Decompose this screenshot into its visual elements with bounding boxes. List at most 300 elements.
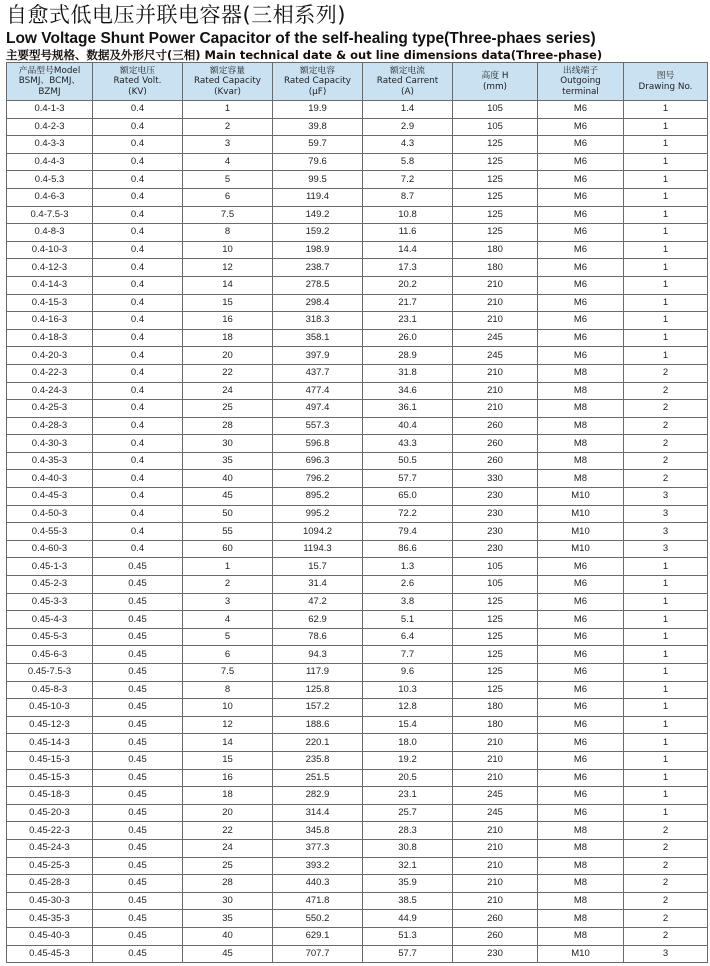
header-rated-capacitance: 额定电容 Rated Capacity (μF) (273, 63, 363, 101)
cell-model: 0.4-5.3 (7, 171, 93, 189)
cell-model: 0.4-25-3 (7, 400, 93, 418)
cell-rated-kvar: 8 (183, 681, 273, 699)
table-row (7, 734, 708, 752)
cell-current: 17.3 (363, 259, 453, 277)
corner-logo-arc (682, 0, 710, 24)
cell-height: 180 (453, 241, 538, 259)
table-row (7, 751, 708, 769)
cell-height: 230 (453, 488, 538, 506)
cell-drawing-no: 1 (624, 576, 708, 594)
cell-rated-kvar: 7.5 (183, 206, 273, 224)
cell-rated-kvar: 2 (183, 576, 273, 594)
cell-height: 330 (453, 470, 538, 488)
cell-height: 210 (453, 751, 538, 769)
table-row (7, 839, 708, 857)
cell-rated-kvar: 14 (183, 276, 273, 294)
cell-terminal: M8 (538, 822, 624, 840)
page-title-chinese: 自愈式低电压并联电容器(三相系列) (6, 3, 346, 27)
cell-drawing-no: 1 (624, 804, 708, 822)
table-row (7, 540, 708, 558)
cell-current: 8.7 (363, 188, 453, 206)
cell-capacitance: 796.2 (273, 470, 363, 488)
cell-drawing-no: 1 (624, 171, 708, 189)
cell-current: 21.7 (363, 294, 453, 312)
cell-capacitance: 157.2 (273, 699, 363, 717)
cell-capacitance: 78.6 (273, 628, 363, 646)
header-height: 高度 H (mm) (453, 63, 538, 101)
cell-height: 105 (453, 558, 538, 576)
cell-drawing-no: 2 (624, 892, 708, 910)
header-rated-current: 额定电流 Rated Carrent (A) (363, 63, 453, 101)
cell-model: 0.45-18-3 (7, 787, 93, 805)
cell-current: 7.7 (363, 646, 453, 664)
cell-height: 230 (453, 505, 538, 523)
cell-capacitance: 238.7 (273, 259, 363, 277)
cell-rated-volt: 0.45 (93, 751, 183, 769)
cell-terminal: M10 (538, 505, 624, 523)
cell-height: 125 (453, 664, 538, 682)
cell-terminal: M8 (538, 910, 624, 928)
cell-model: 0.4-50-3 (7, 505, 93, 523)
cell-height: 125 (453, 153, 538, 171)
table-row (7, 206, 708, 224)
cell-rated-kvar: 1 (183, 558, 273, 576)
cell-rated-volt: 0.45 (93, 822, 183, 840)
cell-height: 105 (453, 101, 538, 119)
cell-current: 10.3 (363, 681, 453, 699)
table-row (7, 787, 708, 805)
cell-capacitance: 1194.3 (273, 540, 363, 558)
cell-drawing-no: 3 (624, 945, 708, 963)
table-header-row (7, 63, 708, 101)
cell-model: 0.4-60-3 (7, 540, 93, 558)
table-row (7, 224, 708, 242)
cell-height: 245 (453, 804, 538, 822)
cell-model: 0.4-15-3 (7, 294, 93, 312)
cell-drawing-no: 1 (624, 224, 708, 242)
table-row (7, 400, 708, 418)
cell-drawing-no: 1 (624, 787, 708, 805)
table-row (7, 470, 708, 488)
cell-capacitance: 298.4 (273, 294, 363, 312)
cell-capacitance: 39.8 (273, 118, 363, 136)
cell-terminal: M6 (538, 206, 624, 224)
cell-terminal: M10 (538, 945, 624, 963)
cell-terminal: M6 (538, 804, 624, 822)
cell-drawing-no: 1 (624, 136, 708, 154)
cell-rated-volt: 0.4 (93, 241, 183, 259)
cell-drawing-no: 2 (624, 822, 708, 840)
cell-rated-kvar: 30 (183, 892, 273, 910)
table-row (7, 171, 708, 189)
cell-current: 14.4 (363, 241, 453, 259)
cell-current: 57.7 (363, 470, 453, 488)
cell-height: 210 (453, 839, 538, 857)
cell-capacitance: 188.6 (273, 716, 363, 734)
cell-model: 0.4-3-3 (7, 136, 93, 154)
cell-current: 5.8 (363, 153, 453, 171)
cell-rated-kvar: 55 (183, 523, 273, 541)
cell-model: 0.4-55-3 (7, 523, 93, 541)
table-row (7, 417, 708, 435)
cell-current: 51.3 (363, 927, 453, 945)
cell-model: 0.45-25-3 (7, 857, 93, 875)
cell-capacitance: 497.4 (273, 400, 363, 418)
cell-terminal: M8 (538, 470, 624, 488)
table-row (7, 118, 708, 136)
cell-drawing-no: 2 (624, 435, 708, 453)
cell-rated-volt: 0.45 (93, 910, 183, 928)
cell-model: 0.45-24-3 (7, 839, 93, 857)
cell-capacitance: 94.3 (273, 646, 363, 664)
cell-capacitance: 251.5 (273, 769, 363, 787)
cell-rated-kvar: 24 (183, 382, 273, 400)
cell-capacitance: 318.3 (273, 312, 363, 330)
cell-terminal: M6 (538, 276, 624, 294)
cell-height: 260 (453, 435, 538, 453)
cell-height: 210 (453, 312, 538, 330)
cell-capacitance: 437.7 (273, 364, 363, 382)
cell-capacitance: 235.8 (273, 751, 363, 769)
cell-capacitance: 471.8 (273, 892, 363, 910)
cell-rated-kvar: 35 (183, 452, 273, 470)
cell-current: 1.4 (363, 101, 453, 119)
table-row (7, 505, 708, 523)
cell-capacitance: 995.2 (273, 505, 363, 523)
cell-rated-volt: 0.4 (93, 188, 183, 206)
cell-drawing-no: 1 (624, 294, 708, 312)
cell-height: 210 (453, 364, 538, 382)
cell-drawing-no: 3 (624, 488, 708, 506)
cell-rated-kvar: 3 (183, 593, 273, 611)
table-row (7, 716, 708, 734)
cell-rated-kvar: 2 (183, 118, 273, 136)
cell-current: 15.4 (363, 716, 453, 734)
cell-current: 2.6 (363, 576, 453, 594)
cell-model: 0.4-22-3 (7, 364, 93, 382)
table-row (7, 804, 708, 822)
cell-rated-volt: 0.45 (93, 716, 183, 734)
cell-current: 35.9 (363, 875, 453, 893)
table-row (7, 593, 708, 611)
cell-rated-kvar: 22 (183, 822, 273, 840)
cell-current: 86.6 (363, 540, 453, 558)
cell-height: 230 (453, 523, 538, 541)
cell-terminal: M6 (538, 699, 624, 717)
cell-current: 11.6 (363, 224, 453, 242)
cell-rated-volt: 0.45 (93, 804, 183, 822)
cell-rated-kvar: 20 (183, 804, 273, 822)
cell-model: 0.4-10-3 (7, 241, 93, 259)
cell-terminal: M6 (538, 611, 624, 629)
cell-capacitance: 707.7 (273, 945, 363, 963)
cell-rated-kvar: 40 (183, 927, 273, 945)
cell-current: 19.2 (363, 751, 453, 769)
cell-drawing-no: 1 (624, 716, 708, 734)
cell-terminal: M10 (538, 523, 624, 541)
cell-model: 0.4-18-3 (7, 329, 93, 347)
cell-height: 105 (453, 576, 538, 594)
cell-rated-kvar: 12 (183, 716, 273, 734)
cell-height: 260 (453, 417, 538, 435)
cell-terminal: M6 (538, 153, 624, 171)
cell-terminal: M6 (538, 241, 624, 259)
cell-height: 260 (453, 910, 538, 928)
cell-drawing-no: 1 (624, 593, 708, 611)
cell-height: 210 (453, 400, 538, 418)
table-row (7, 558, 708, 576)
cell-current: 2.9 (363, 118, 453, 136)
cell-model: 0.4-45-3 (7, 488, 93, 506)
cell-height: 245 (453, 329, 538, 347)
cell-rated-kvar: 10 (183, 699, 273, 717)
table-row (7, 153, 708, 171)
cell-terminal: M6 (538, 646, 624, 664)
table-row (7, 822, 708, 840)
cell-rated-volt: 0.4 (93, 101, 183, 119)
cell-rated-volt: 0.4 (93, 452, 183, 470)
cell-terminal: M6 (538, 347, 624, 365)
cell-height: 125 (453, 681, 538, 699)
cell-rated-volt: 0.45 (93, 734, 183, 752)
cell-drawing-no: 1 (624, 312, 708, 330)
cell-capacitance: 393.2 (273, 857, 363, 875)
cell-terminal: M8 (538, 364, 624, 382)
cell-terminal: M10 (538, 540, 624, 558)
cell-drawing-no: 1 (624, 699, 708, 717)
cell-capacitance: 62.9 (273, 611, 363, 629)
cell-capacitance: 79.6 (273, 153, 363, 171)
cell-rated-volt: 0.4 (93, 312, 183, 330)
table-row (7, 699, 708, 717)
cell-model: 0.45-20-3 (7, 804, 93, 822)
cell-rated-kvar: 10 (183, 241, 273, 259)
cell-current: 20.5 (363, 769, 453, 787)
cell-capacitance: 550.2 (273, 910, 363, 928)
cell-drawing-no: 3 (624, 540, 708, 558)
cell-drawing-no: 1 (624, 611, 708, 629)
cell-drawing-no: 1 (624, 259, 708, 277)
cell-model: 0.45-1-3 (7, 558, 93, 576)
cell-height: 125 (453, 628, 538, 646)
cell-capacitance: 345.8 (273, 822, 363, 840)
cell-model: 0.45-4-3 (7, 611, 93, 629)
cell-height: 210 (453, 875, 538, 893)
cell-current: 30.8 (363, 839, 453, 857)
table-row (7, 664, 708, 682)
cell-rated-volt: 0.45 (93, 769, 183, 787)
cell-model: 0.4-24-3 (7, 382, 93, 400)
cell-rated-kvar: 7.5 (183, 664, 273, 682)
cell-model: 0.45-3-3 (7, 593, 93, 611)
cell-terminal: M8 (538, 892, 624, 910)
cell-capacitance: 278.5 (273, 276, 363, 294)
table-row (7, 646, 708, 664)
page-title-english: Low Voltage Shunt Power Capacitor of the self-healing type(Three-phaes series) (6, 30, 596, 47)
cell-height: 210 (453, 276, 538, 294)
cell-capacitance: 477.4 (273, 382, 363, 400)
cell-terminal: M8 (538, 857, 624, 875)
cell-capacitance: 99.5 (273, 171, 363, 189)
cell-rated-volt: 0.4 (93, 505, 183, 523)
cell-height: 180 (453, 259, 538, 277)
table-row (7, 681, 708, 699)
cell-rated-volt: 0.4 (93, 206, 183, 224)
cell-rated-kvar: 30 (183, 435, 273, 453)
cell-rated-volt: 0.45 (93, 787, 183, 805)
table-row (7, 945, 708, 963)
cell-current: 32.1 (363, 857, 453, 875)
cell-rated-volt: 0.4 (93, 118, 183, 136)
table-row (7, 892, 708, 910)
cell-terminal: M8 (538, 400, 624, 418)
cell-terminal: M6 (538, 329, 624, 347)
cell-rated-kvar: 12 (183, 259, 273, 277)
cell-current: 23.1 (363, 787, 453, 805)
header-drawing-no: 图号 Drawing No. (624, 63, 708, 101)
cell-rated-volt: 0.4 (93, 470, 183, 488)
header-outgoing-terminal: 出线端子 Outgoing terminal (538, 63, 624, 101)
cell-current: 1.3 (363, 558, 453, 576)
header-model: 产品型号Model BSMJ、BCMJ、 BZMJ (7, 63, 93, 101)
cell-terminal: M6 (538, 188, 624, 206)
cell-rated-volt: 0.45 (93, 576, 183, 594)
cell-height: 210 (453, 822, 538, 840)
cell-drawing-no: 1 (624, 751, 708, 769)
cell-rated-volt: 0.45 (93, 892, 183, 910)
cell-rated-volt: 0.45 (93, 558, 183, 576)
cell-capacitance: 159.2 (273, 224, 363, 242)
cell-terminal: M6 (538, 787, 624, 805)
cell-drawing-no: 2 (624, 382, 708, 400)
cell-terminal: M6 (538, 593, 624, 611)
cell-terminal: M6 (538, 751, 624, 769)
cell-capacitance: 314.4 (273, 804, 363, 822)
cell-drawing-no: 2 (624, 417, 708, 435)
cell-rated-volt: 0.4 (93, 224, 183, 242)
cell-terminal: M6 (538, 224, 624, 242)
cell-height: 125 (453, 611, 538, 629)
table-row (7, 259, 708, 277)
cell-model: 0.4-6-3 (7, 188, 93, 206)
cell-terminal: M8 (538, 927, 624, 945)
cell-terminal: M8 (538, 382, 624, 400)
cell-current: 23.1 (363, 312, 453, 330)
table-row (7, 488, 708, 506)
cell-drawing-no: 1 (624, 664, 708, 682)
table-row (7, 136, 708, 154)
cell-height: 210 (453, 857, 538, 875)
cell-terminal: M6 (538, 101, 624, 119)
cell-capacitance: 596.8 (273, 435, 363, 453)
cell-drawing-no: 1 (624, 206, 708, 224)
cell-rated-volt: 0.45 (93, 839, 183, 857)
cell-rated-kvar: 35 (183, 910, 273, 928)
cell-capacitance: 220.1 (273, 734, 363, 752)
cell-model: 0.4-16-3 (7, 312, 93, 330)
cell-model: 0.4-4-3 (7, 153, 93, 171)
cell-current: 20.2 (363, 276, 453, 294)
cell-rated-volt: 0.4 (93, 329, 183, 347)
cell-model: 0.45-8-3 (7, 681, 93, 699)
cell-rated-kvar: 28 (183, 875, 273, 893)
cell-drawing-no: 1 (624, 558, 708, 576)
cell-drawing-no: 1 (624, 628, 708, 646)
table-row (7, 611, 708, 629)
cell-height: 125 (453, 646, 538, 664)
cell-drawing-no: 2 (624, 927, 708, 945)
cell-height: 125 (453, 136, 538, 154)
cell-terminal: M8 (538, 875, 624, 893)
cell-terminal: M6 (538, 681, 624, 699)
cell-current: 28.9 (363, 347, 453, 365)
cell-drawing-no: 1 (624, 188, 708, 206)
cell-current: 50.5 (363, 452, 453, 470)
cell-current: 3.8 (363, 593, 453, 611)
cell-current: 38.5 (363, 892, 453, 910)
cell-terminal: M8 (538, 435, 624, 453)
cell-capacitance: 117.9 (273, 664, 363, 682)
cell-rated-kvar: 6 (183, 646, 273, 664)
cell-height: 245 (453, 787, 538, 805)
table-row (7, 910, 708, 928)
cell-model: 0.45-7.5-3 (7, 664, 93, 682)
cell-terminal: M6 (538, 171, 624, 189)
cell-drawing-no: 1 (624, 241, 708, 259)
cell-rated-kvar: 3 (183, 136, 273, 154)
cell-model: 0.4-1-3 (7, 101, 93, 119)
cell-rated-kvar: 50 (183, 505, 273, 523)
cell-rated-kvar: 15 (183, 751, 273, 769)
cell-model: 0.45-40-3 (7, 927, 93, 945)
cell-model: 0.45-45-3 (7, 945, 93, 963)
cell-rated-volt: 0.45 (93, 611, 183, 629)
cell-rated-kvar: 1 (183, 101, 273, 119)
cell-height: 210 (453, 892, 538, 910)
cell-rated-volt: 0.4 (93, 488, 183, 506)
cell-drawing-no: 2 (624, 875, 708, 893)
cell-drawing-no: 3 (624, 505, 708, 523)
cell-model: 0.45-12-3 (7, 716, 93, 734)
table-row (7, 241, 708, 259)
cell-model: 0.45-15-3 (7, 751, 93, 769)
cell-capacitance: 119.4 (273, 188, 363, 206)
cell-capacitance: 282.9 (273, 787, 363, 805)
cell-current: 34.6 (363, 382, 453, 400)
cell-drawing-no: 1 (624, 329, 708, 347)
cell-model: 0.45-14-3 (7, 734, 93, 752)
cell-rated-kvar: 4 (183, 611, 273, 629)
cell-rated-kvar: 5 (183, 628, 273, 646)
cell-rated-volt: 0.45 (93, 646, 183, 664)
cell-drawing-no: 1 (624, 153, 708, 171)
table-row (7, 329, 708, 347)
cell-rated-kvar: 15 (183, 294, 273, 312)
cell-current: 28.3 (363, 822, 453, 840)
header-rated-capacity-kvar: 额定容量 Rated Capacity (Kvar) (183, 63, 273, 101)
cell-terminal: M6 (538, 716, 624, 734)
cell-current: 57.7 (363, 945, 453, 963)
cell-rated-kvar: 60 (183, 540, 273, 558)
cell-rated-kvar: 4 (183, 153, 273, 171)
cell-capacitance: 377.3 (273, 839, 363, 857)
cell-height: 125 (453, 206, 538, 224)
cell-drawing-no: 1 (624, 681, 708, 699)
cell-terminal: M8 (538, 417, 624, 435)
cell-drawing-no: 1 (624, 118, 708, 136)
cell-drawing-no: 2 (624, 364, 708, 382)
cell-capacitance: 15.7 (273, 558, 363, 576)
